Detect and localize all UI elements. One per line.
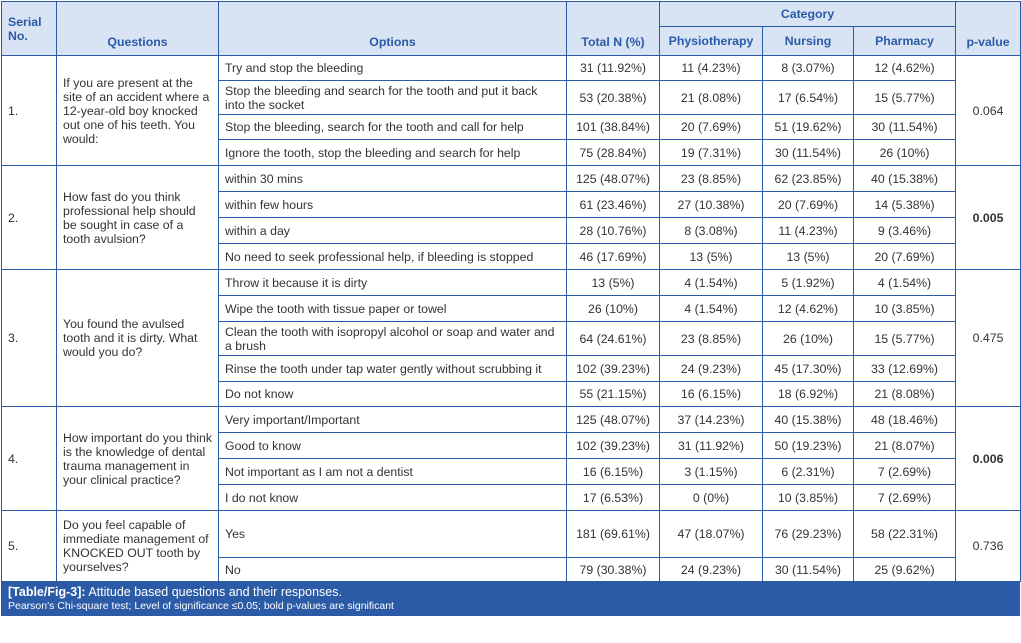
caption-label: [Table/Fig-3]:	[8, 585, 86, 599]
table-row	[2, 166, 1021, 192]
pharmacy-count: 7 (2.69%)	[854, 459, 956, 485]
p-value: 0.006	[956, 407, 1021, 511]
option-text: Do not know	[219, 382, 567, 407]
header-options: Options	[219, 2, 567, 56]
total-count: 102 (39.23%)	[567, 356, 660, 382]
total-count: 26 (10%)	[567, 296, 660, 322]
total-count: 79 (30.38%)	[567, 558, 660, 582]
nursing-count: 12 (4.62%)	[763, 296, 854, 322]
physiotherapy-count: 4 (1.54%)	[660, 296, 763, 322]
option-text: Rinse the tooth under tap water gently without scrubbing it	[219, 356, 567, 382]
option-text: Throw it because it is dirty	[219, 270, 567, 296]
table-row	[2, 511, 1021, 558]
total-count: 101 (38.84%)	[567, 115, 660, 140]
nursing-count: 18 (6.92%)	[763, 382, 854, 407]
option-text: Stop the bleeding, search for the tooth and call for help	[219, 115, 567, 140]
physiotherapy-count: 4 (1.54%)	[660, 270, 763, 296]
option-text: No	[219, 558, 567, 582]
physiotherapy-count: 0 (0%)	[660, 485, 763, 511]
option-text: No need to seek professional help, if bleeding is stopped	[219, 244, 567, 270]
serial-number: 3.	[2, 270, 57, 407]
attitude-table	[1, 1, 1021, 582]
total-count: 102 (39.23%)	[567, 433, 660, 459]
serial-number: 1.	[2, 56, 57, 166]
question-text: How important do you think is the knowledge of dental trauma management in your clinical practice?	[57, 407, 219, 511]
physiotherapy-count: 8 (3.08%)	[660, 218, 763, 244]
nursing-count: 20 (7.69%)	[763, 192, 854, 218]
nursing-count: 62 (23.85%)	[763, 166, 854, 192]
total-count: 53 (20.38%)	[567, 81, 660, 115]
pharmacy-count: 20 (7.69%)	[854, 244, 956, 270]
header-category: Category	[660, 2, 956, 27]
nursing-count: 26 (10%)	[763, 322, 854, 356]
physiotherapy-count: 31 (11.92%)	[660, 433, 763, 459]
total-count: 46 (17.69%)	[567, 244, 660, 270]
nursing-count: 51 (19.62%)	[763, 115, 854, 140]
nursing-count: 30 (11.54%)	[763, 558, 854, 582]
option-text: Ignore the tooth, stop the bleeding and search for help	[219, 140, 567, 166]
total-count: 181 (69.61%)	[567, 511, 660, 558]
option-text: within few hours	[219, 192, 567, 218]
pharmacy-count: 48 (18.46%)	[854, 407, 956, 433]
p-value: 0.064	[956, 56, 1021, 166]
physiotherapy-count: 23 (8.85%)	[660, 322, 763, 356]
serial-number: 4.	[2, 407, 57, 511]
physiotherapy-count: 23 (8.85%)	[660, 166, 763, 192]
pharmacy-count: 15 (5.77%)	[854, 322, 956, 356]
nursing-count: 50 (19.23%)	[763, 433, 854, 459]
p-value: 0.736	[956, 511, 1021, 582]
table-row	[2, 407, 1021, 433]
total-count: 125 (48.07%)	[567, 166, 660, 192]
header-questions: Questions	[57, 2, 219, 56]
header-serial: Serial No.	[2, 2, 57, 56]
nursing-count: 6 (2.31%)	[763, 459, 854, 485]
physiotherapy-count: 20 (7.69%)	[660, 115, 763, 140]
option-text: Yes	[219, 511, 567, 558]
nursing-count: 8 (3.07%)	[763, 56, 854, 81]
nursing-count: 17 (6.54%)	[763, 81, 854, 115]
option-text: Good to know	[219, 433, 567, 459]
p-value: 0.005	[956, 166, 1021, 270]
pharmacy-count: 10 (3.85%)	[854, 296, 956, 322]
serial-number: 5.	[2, 511, 57, 582]
option-text: Clean the tooth with isopropyl alcohol or soap and water and a brush	[219, 322, 567, 356]
total-count: 64 (24.61%)	[567, 322, 660, 356]
option-text: Not important as I am not a dentist	[219, 459, 567, 485]
pharmacy-count: 40 (15.38%)	[854, 166, 956, 192]
header-total: Total N (%)	[567, 2, 660, 56]
total-count: 125 (48.07%)	[567, 407, 660, 433]
total-count: 13 (5%)	[567, 270, 660, 296]
physiotherapy-count: 19 (7.31%)	[660, 140, 763, 166]
caption-note: Pearson's Chi-square test; Level of significance ≤0.05; bold p-values are significant	[8, 600, 394, 612]
physiotherapy-count: 37 (14.23%)	[660, 407, 763, 433]
option-text: within a day	[219, 218, 567, 244]
pharmacy-count: 21 (8.07%)	[854, 433, 956, 459]
option-text: Try and stop the bleeding	[219, 56, 567, 81]
physiotherapy-count: 11 (4.23%)	[660, 56, 763, 81]
physiotherapy-count: 47 (18.07%)	[660, 511, 763, 558]
pharmacy-count: 14 (5.38%)	[854, 192, 956, 218]
nursing-count: 10 (3.85%)	[763, 485, 854, 511]
header-nursing: Nursing	[763, 27, 854, 56]
pharmacy-count: 12 (4.62%)	[854, 56, 956, 81]
pharmacy-count: 4 (1.54%)	[854, 270, 956, 296]
question-text: You found the avulsed tooth and it is dirty. What would you do?	[57, 270, 219, 407]
option-text: Stop the bleeding and search for the tooth and put it back into the socket	[219, 81, 567, 115]
total-count: 17 (6.53%)	[567, 485, 660, 511]
table-body	[2, 56, 1021, 582]
total-count: 61 (23.46%)	[567, 192, 660, 218]
p-value: 0.475	[956, 270, 1021, 407]
total-count: 16 (6.15%)	[567, 459, 660, 485]
table-row	[2, 56, 1021, 81]
nursing-count: 30 (11.54%)	[763, 140, 854, 166]
physiotherapy-count: 16 (6.15%)	[660, 382, 763, 407]
pharmacy-count: 26 (10%)	[854, 140, 956, 166]
pharmacy-count: 15 (5.77%)	[854, 81, 956, 115]
caption-text: Attitude based questions and their responses.	[85, 585, 342, 599]
pharmacy-count: 21 (8.08%)	[854, 382, 956, 407]
header-pharmacy: Pharmacy	[854, 27, 956, 56]
pharmacy-count: 58 (22.31%)	[854, 511, 956, 558]
question-text: If you are present at the site of an accident where a 12-year-old boy knocked out one of his teeth. You would:	[57, 56, 219, 166]
nursing-count: 45 (17.30%)	[763, 356, 854, 382]
question-text: How fast do you think professional help should be sought in case of a tooth avulsion?	[57, 166, 219, 270]
total-count: 55 (21.15%)	[567, 382, 660, 407]
physiotherapy-count: 27 (10.38%)	[660, 192, 763, 218]
option-text: within 30 mins	[219, 166, 567, 192]
physiotherapy-count: 3 (1.15%)	[660, 459, 763, 485]
nursing-count: 76 (29.23%)	[763, 511, 854, 558]
table-row	[2, 270, 1021, 296]
serial-number: 2.	[2, 166, 57, 270]
pharmacy-count: 30 (11.54%)	[854, 115, 956, 140]
physiotherapy-count: 21 (8.08%)	[660, 81, 763, 115]
total-count: 31 (11.92%)	[567, 56, 660, 81]
table-caption	[1, 582, 1020, 616]
nursing-count: 11 (4.23%)	[763, 218, 854, 244]
nursing-count: 5 (1.92%)	[763, 270, 854, 296]
nursing-count: 13 (5%)	[763, 244, 854, 270]
caption-title	[8, 585, 1014, 600]
table-figure	[1, 1, 1020, 641]
total-count: 75 (28.84%)	[567, 140, 660, 166]
physiotherapy-count: 13 (5%)	[660, 244, 763, 270]
pharmacy-count: 7 (2.69%)	[854, 485, 956, 511]
option-text: Very important/Important	[219, 407, 567, 433]
pharmacy-count: 33 (12.69%)	[854, 356, 956, 382]
pharmacy-count: 25 (9.62%)	[854, 558, 956, 582]
option-text: I do not know	[219, 485, 567, 511]
header-pvalue: p-value	[956, 2, 1021, 56]
nursing-count: 40 (15.38%)	[763, 407, 854, 433]
option-text: Wipe the tooth with tissue paper or towel	[219, 296, 567, 322]
physiotherapy-count: 24 (9.23%)	[660, 356, 763, 382]
header-physiotherapy: Physiotherapy	[660, 27, 763, 56]
physiotherapy-count: 24 (9.23%)	[660, 558, 763, 582]
question-text: Do you feel capable of immediate management of KNOCKED OUT tooth by yourselves?	[57, 511, 219, 582]
total-count: 28 (10.76%)	[567, 218, 660, 244]
pharmacy-count: 9 (3.46%)	[854, 218, 956, 244]
